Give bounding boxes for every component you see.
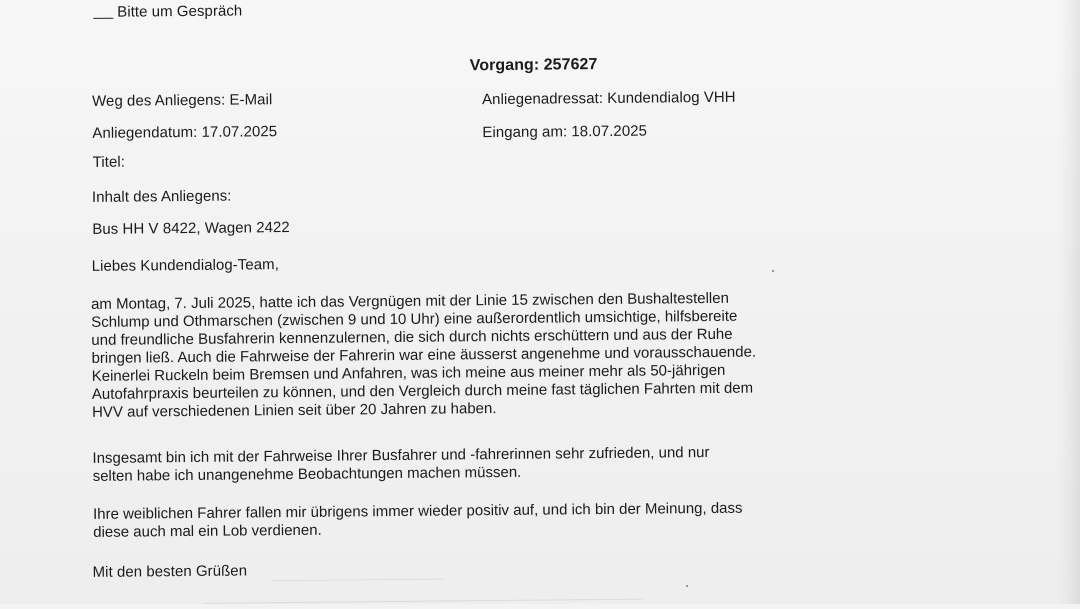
channel-field: Weg des Anliegens: E-Mail: [91, 91, 273, 110]
paragraph-line: diese auch mal ein Lob verdienen.: [93, 521, 322, 541]
recipient-field: Anliegenadressat: Kundendialog VHH: [481, 88, 736, 109]
scan-speck: [686, 585, 688, 587]
paragraph-line: Schlump und Othmarschen (zwischen 9 und 10 Uhr) eine außerordentlich umsichtige, hilfsbereite: [91, 307, 738, 331]
paragraph-3: [93, 499, 853, 542]
paragraph-line: bringen ließ. Auch die Fahrweise der Fahrerin war eine äusserst angenehme und vorausschauende.: [91, 343, 757, 367]
paragraph-line: Ihre weiblichen Fahrer fallen mir übrigens immer wieder positiv auf, und ich bin der Meinung, dass: [92, 499, 743, 523]
paragraph-line: Autofahrpraxis beurteilen zu können, und den Vergleich durch meine fast täglichen Fahrten mit dem: [91, 379, 754, 403]
paragraph-line: und freundliche Busfahrerin kennenzulernen, die sich durch nichts erschüttern und aus der Ruhe: [91, 325, 733, 349]
content-heading: Inhalt des Anliegens:: [91, 187, 232, 206]
paragraph-1: [91, 289, 852, 422]
paragraph-line: Insgesamt bin ich mit der Fahrweise Ihrer Busfahrer und -fahrerinnen sehr zufrieden, und nur: [92, 443, 710, 467]
paragraph-line: am Montag, 7. Juli 2025, hatte ich das Vergnügen mit der Linie 15 zwischen den Bushaltestellen: [90, 289, 729, 313]
received-field: Eingang am: 18.07.2025: [482, 122, 648, 142]
case-label: Vorgang:: [469, 56, 540, 75]
scan-artifact-line: [203, 599, 643, 604]
scan-speck: [772, 270, 774, 272]
checkbox-line: [93, 17, 113, 19]
paragraph-line: selten habe ich unangenehme Beobachtungen machen müssen.: [92, 463, 522, 485]
closing: Mit den besten Grüßen: [92, 562, 248, 581]
option-text: Bitte um Gespräch: [117, 2, 243, 21]
title-field: Titel:: [92, 153, 125, 171]
case-number: 257627: [543, 56, 598, 74]
paragraph-2: [92, 443, 852, 486]
paragraph-line: HVV auf verschiedenen Linien seit über 20 Jahren zu haben.: [91, 400, 497, 421]
date-field: Anliegendatum: 17.07.2025: [92, 123, 278, 142]
greeting: Liebes Kundendialog-Team,: [91, 256, 279, 275]
paragraph-line: Keinerlei Ruckeln beim Bremsen und Anfahren, was ich meine aus meiner mehr als 50-jährigen: [91, 361, 726, 385]
scan-artifact-line: [273, 579, 443, 582]
case-number-label: [470, 56, 598, 75]
bus-info: Bus HH V 8422, Wagen 2422: [92, 219, 290, 238]
